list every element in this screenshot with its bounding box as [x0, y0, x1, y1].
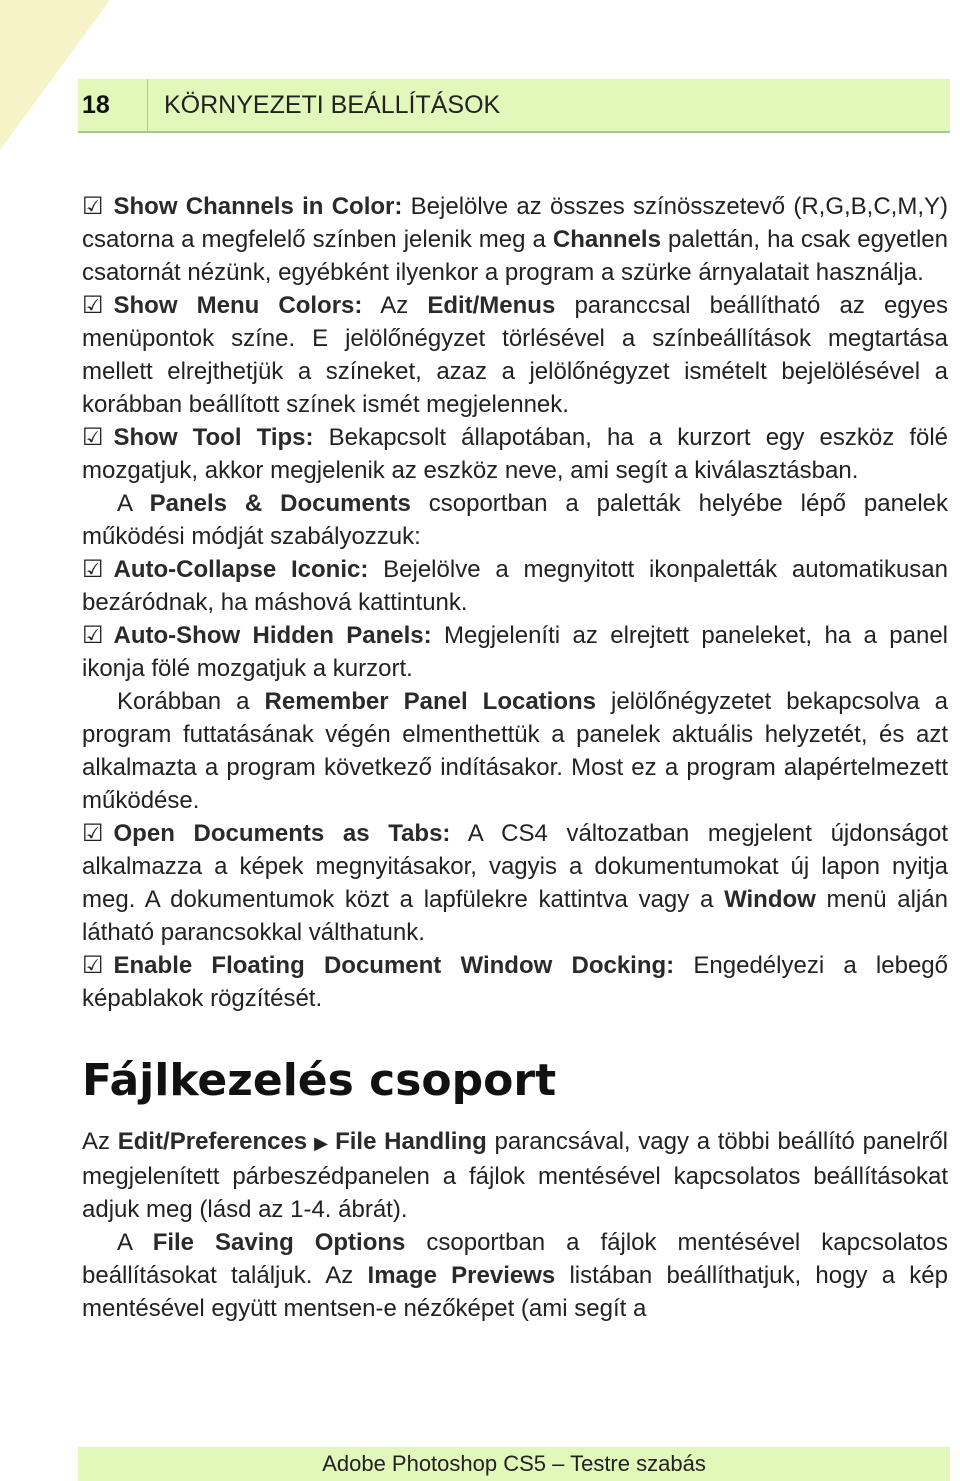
term: Edit/Preferences [117, 1128, 308, 1155]
term: Enable Floating Document Window Docking: [113, 952, 675, 979]
text: listában beállíthatjuk, hogy a kép mentésével együtt mentsen-e nézőképet (ami segít a [82, 1262, 949, 1322]
text: A [117, 490, 150, 517]
checkbox-icon: ☑ [82, 556, 104, 583]
text: Korábban a [117, 688, 265, 715]
text: Megjeleníti az elrejtett paneleket, ha a panel ikonja fölé mozgatjuk a kurzort. [82, 622, 949, 682]
page-content [82, 190, 948, 1325]
page-number: 18 [78, 79, 148, 131]
term: File Saving Options [152, 1229, 406, 1256]
term: Auto-Collapse Iconic: [113, 556, 369, 583]
paragraph-remember-panel [82, 685, 948, 817]
checkbox-icon: ☑ [82, 424, 104, 451]
text: A [117, 1229, 153, 1256]
checkbox-icon: ☑ [82, 193, 104, 220]
paragraph-show-menu-colors [82, 289, 948, 421]
paragraph-file-saving [82, 1226, 948, 1325]
chapter-title: KÖRNYEZETI BEÁLLÍTÁSOK [164, 90, 501, 119]
text: Az [82, 1128, 118, 1155]
page-header [78, 79, 950, 133]
text: Az [362, 292, 428, 319]
checkbox-icon: ☑ [82, 622, 104, 649]
term: Show Menu Colors: [113, 292, 363, 319]
page-footer: Adobe Photoshop CS5 – Testre szabás [78, 1447, 950, 1481]
term: Edit/Menus [427, 292, 556, 319]
section-title: Fájlkezelés csoport [82, 1055, 557, 1106]
term: Auto-Show Hidden Panels: [113, 622, 432, 649]
text: menü alján látható parancsokkal válthatunk. [82, 886, 948, 946]
text: Bejelölve az összes színösszetevő (R,G,B,C,M,Y) csatorna a megfelelő színben jelenik meg a [82, 193, 949, 253]
checkbox-icon: ☑ [82, 292, 104, 319]
text: csoportban a paletták helyébe lépő panelek működési módját szabályozzuk: [82, 490, 948, 550]
term: Channels [552, 226, 661, 253]
text: palettán, ha csak egyetlen csatornát nézünk, egyébként ilyenkor a program a szürke árnyalatait használja. [82, 226, 948, 286]
term: Show Channels in Color: [113, 193, 403, 220]
term: File Handling [335, 1128, 487, 1155]
text: jelölőnégyzetet bekapcsolva a program futtatásának végén elmenthettük a panelek aktuális helyzetét, és azt alkalmazta a program következő indításakor. Most ez a program alapértelmezett működése. [82, 688, 948, 814]
text: A CS4 változatban megjelent újdonságot alkalmazza a képek megnyitásakor, vagyis a dokumentumokat új lapon nyitja meg. A dokumentumok közt a lapfülekre kattintva vagy a [82, 820, 949, 913]
text: Bekapcsolt állapotában, ha a kurzort egy eszköz fölé mozgatjuk, akkor megjelenik az eszköz neve, ami segít a kiválasztásban. [82, 424, 949, 484]
text: Bejelölve a megnyitott ikonpaletták automatikusan bezáródnak, ha máshová kattintunk. [82, 556, 949, 616]
term: Open Documents as Tabs: [113, 820, 451, 847]
text: csoportban a fájlok mentésével kapcsolatos beállításokat találjuk. Az [82, 1229, 948, 1289]
paragraph-auto-show [82, 619, 948, 685]
term: Image Previews [367, 1262, 556, 1289]
paragraph-auto-collapse [82, 553, 948, 619]
text: Engedélyezi a lebegő képablakok rögzítését. [82, 952, 948, 1012]
term: Panels & Documents [149, 490, 411, 517]
term: Remember Panel Locations [264, 688, 597, 715]
paragraph-edit-preferences [82, 1125, 948, 1226]
paragraph-show-tool-tips [82, 421, 948, 487]
checkbox-icon: ☑ [82, 820, 104, 847]
text: parancsával, vagy a többi beállító panelről megjelenített párbeszédpanelen a fájlok mentésével kapcsolatos beállításokat adjuk meg (lásd az 1-4. ábrát). [82, 1128, 948, 1223]
arrow-right-icon: ▶ [313, 1133, 330, 1153]
paragraph-panels-documents [82, 487, 948, 553]
paragraph-floating-docking [82, 949, 948, 1015]
term: Window [724, 886, 816, 913]
paragraph-show-channels [82, 190, 948, 289]
text: paranccsal beállítható az egyes menüpontok színe. E jelölőnégyzet törlésével a színbeállítások megtartása mellett elrejthetjük a színeket, azaz a jelölőnégyzet ismételt bejelölésével a korábban beállított színek ismét megjelennek. [82, 292, 948, 418]
paragraph-open-documents [82, 817, 948, 949]
term: Show Tool Tips: [113, 424, 314, 451]
checkbox-icon: ☑ [82, 952, 104, 979]
